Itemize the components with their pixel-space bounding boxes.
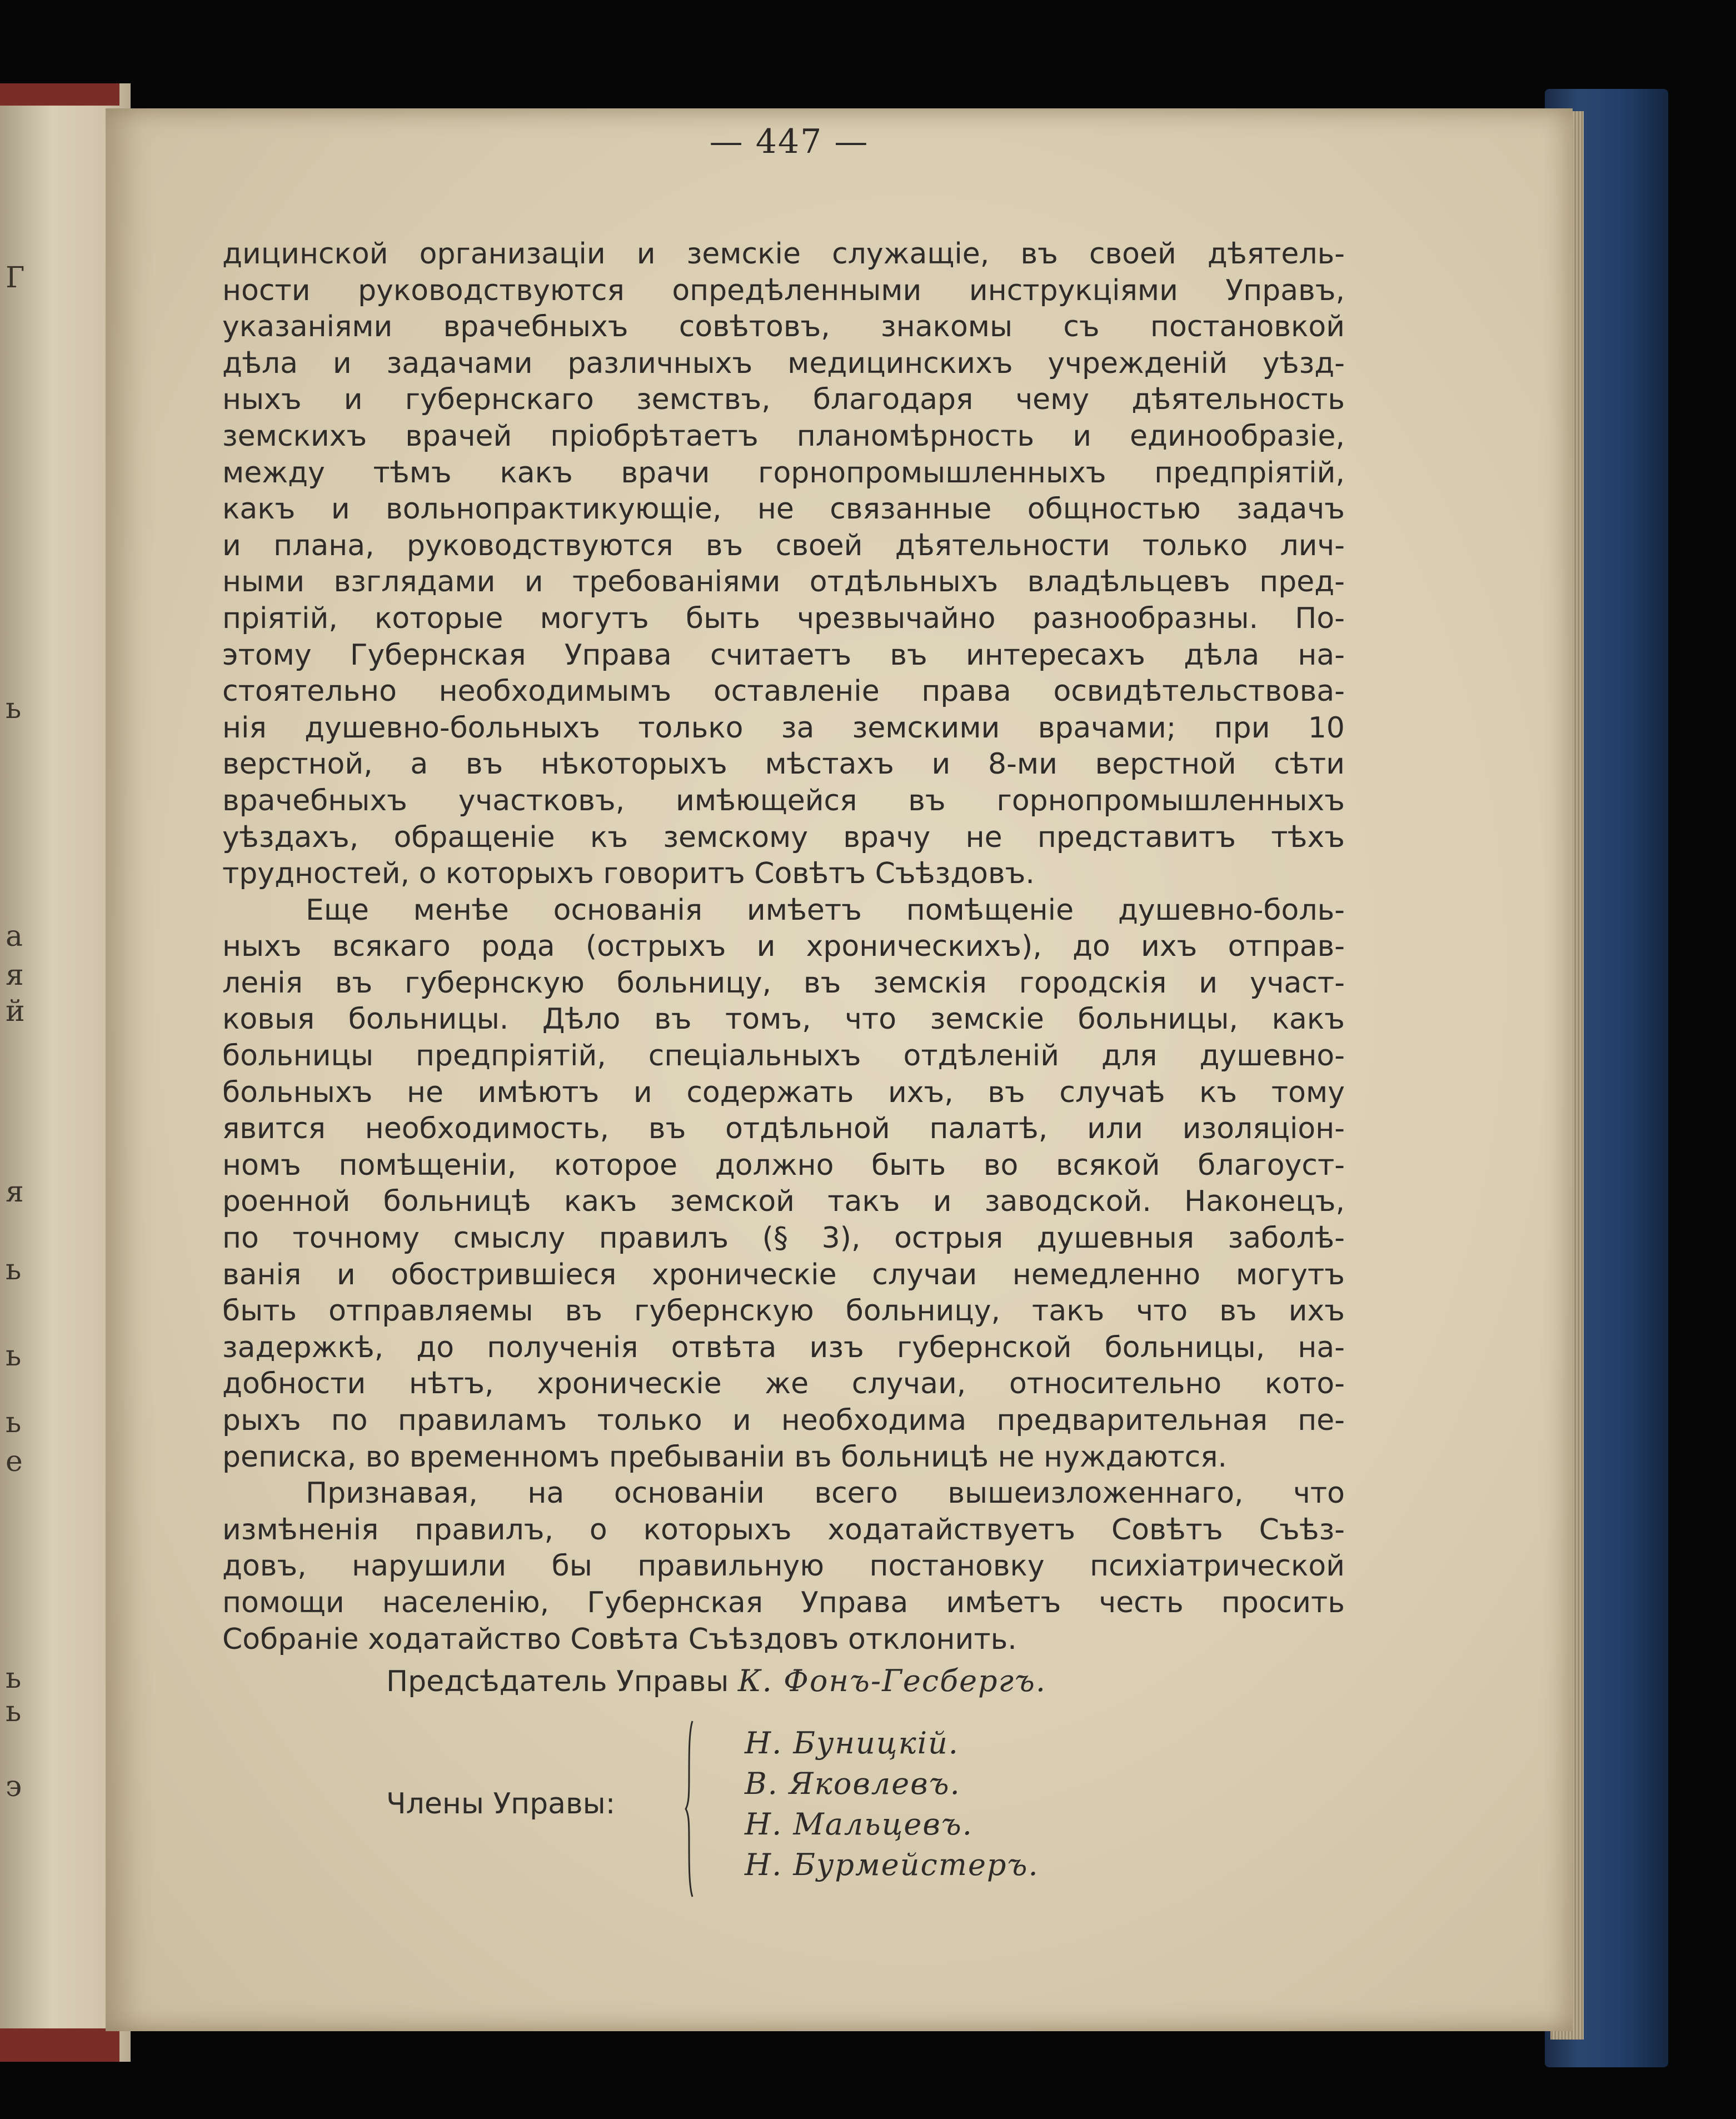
text-line: больницы предпрiятiй, спецiальныхъ отдѣленiй для душевно- <box>222 1039 1345 1073</box>
members-label: Члены Управы: <box>386 1787 616 1821</box>
text-line: ванiя и обострившiеся хроническiе случаи немедленно могутъ <box>222 1258 1345 1292</box>
text-line: ными взглядами и требованiями отдѣльныхъ владѣльцевъ пред- <box>222 565 1345 599</box>
text-line: быть отправляемы въ губернскую больницу, такъ что въ ихъ <box>222 1294 1345 1328</box>
text-line: указанiями врачебныхъ совѣтовъ, знакомы съ постановкой <box>222 310 1345 344</box>
text-line: номъ помѣщенiи, которое должно быть во всякой благоуст- <box>222 1148 1345 1182</box>
text-line: помощи населенiю, Губернская Управа имѣетъ честь просить <box>222 1585 1345 1619</box>
text-line: дицинской организацiи и земскiе служащiе, въ своей дѣятель- <box>222 237 1345 271</box>
facing-page-letter: ь <box>6 1253 22 1287</box>
text-line: ныхъ и губернскаго земствъ, благодаря чему дѣятельность <box>222 383 1345 417</box>
member-name: Н. Буницкiй. <box>745 1726 959 1761</box>
facing-page-letter: ь <box>6 1662 22 1695</box>
text-line: задержкѣ, до полученiя отвѣта изъ губернской больницы, на- <box>222 1330 1345 1364</box>
text-line: Еще менѣе основанiя имѣетъ помѣщенiе душевно-боль- <box>306 893 1345 927</box>
text-line: врачебныхъ участковъ, имѣющейся въ горнопромышленныхъ <box>222 784 1345 817</box>
text-line: добности нѣтъ, хроническiе же случаи, относительно кото- <box>222 1367 1345 1401</box>
page-number: — 447 — <box>709 122 869 161</box>
text-line: и плана, руководствуются въ своей дѣятельности только лич- <box>222 528 1345 562</box>
text-line: нiя душевно-больныхъ только за земскими врачами; при 10 <box>222 711 1345 745</box>
text-line: дѣла и задачами различныхъ медицинскихъ учрежденiй уѣзд- <box>222 346 1345 380</box>
text-line: роенной больницѣ какъ земской такъ и заводской. Наконецъ, <box>222 1185 1345 1219</box>
facing-page-letter: я <box>6 959 24 992</box>
text-line: между тѣмъ какъ врачи горнопромышленныхъ предпрiятiй, <box>222 456 1345 490</box>
chairman-title: Предсѣдатель Управы <box>386 1665 729 1698</box>
member-name: Н. Бурмейстеръ. <box>745 1847 1039 1882</box>
text-line: этому Губернская Управа считаетъ въ интересахъ дѣла на- <box>222 638 1345 672</box>
facing-page-letter: а <box>6 920 23 953</box>
facing-page-letter: ь <box>6 1406 22 1439</box>
text-line: стоятельно необходимымъ оставленiе права освидѣтельствова- <box>222 675 1345 709</box>
text-line: измѣненiя правилъ, о которыхъ ходатайствуетъ Совѣтъ Съѣз- <box>222 1513 1345 1547</box>
members-brace <box>684 1720 696 1898</box>
text-line: довъ, нарушили бы правильную постановку психiатрической <box>222 1549 1345 1583</box>
text-line: явится необходимость, въ отдѣльной палатѣ, или изоляцiон- <box>222 1112 1345 1146</box>
chairman-signature <box>386 1663 1046 1698</box>
binding-bottom <box>0 2028 119 2062</box>
text-line: какъ и вольнопрактикующiе, не связанные общностью задачъ <box>222 492 1345 526</box>
text-line: земскихъ врачей прiобрѣтаетъ планомѣрность и единообразiе, <box>222 419 1345 453</box>
facing-page-letter: е <box>6 1445 23 1478</box>
facing-page-letter: ь <box>6 692 22 725</box>
facing-page-letter: ь <box>6 1339 22 1373</box>
member-name: В. Яковлевъ. <box>745 1766 961 1801</box>
binding-top <box>0 83 119 106</box>
facing-page-letter: ь <box>6 1695 22 1728</box>
text-line: ковыя больницы. Дѣло въ томъ, что земскiе больницы, какъ <box>222 1003 1345 1036</box>
text-line: Собранiе ходатайство Совѣта Съѣздовъ отклонить. <box>222 1622 1017 1656</box>
facing-page-letter: Г <box>6 261 25 295</box>
text-line: трудностей, о которыхъ говоритъ Совѣтъ Съѣздовъ. <box>222 857 1035 891</box>
facing-page-letter: э <box>6 1770 22 1803</box>
facing-page-letter: я <box>6 1175 24 1209</box>
text-line: рыхъ по правиламъ только и необходима предварительная пе- <box>222 1404 1345 1437</box>
text-line: ности руководствуются опредѣленными инструкцiями Управъ, <box>222 273 1345 307</box>
member-name: Н. Мальцевъ. <box>745 1807 973 1842</box>
facing-page-letter: й <box>6 995 25 1028</box>
text-line: верстной, а въ нѣкоторыхъ мѣстахъ и 8-ми верстной сѣти <box>222 747 1345 781</box>
text-line: прiятiй, которые могутъ быть чрезвычайно разнообразны. По- <box>222 601 1345 635</box>
text-line: больныхъ не имѣютъ и содержать ихъ, въ случаѣ къ тому <box>222 1075 1345 1109</box>
text-line: ныхъ всякаго рода (острыхъ и хроническихъ), до ихъ отправ- <box>222 930 1345 964</box>
text-line: по точному смыслу правилъ (§ 3), острыя душевныя заболѣ- <box>222 1221 1345 1255</box>
text-line: Признавая, на основанiи всего вышеизложеннаго, что <box>306 1477 1345 1510</box>
members-list <box>745 1723 1189 1885</box>
text-line: реписка, во временномъ пребыванiи въ больницѣ не нуждаются. <box>222 1440 1228 1474</box>
body-text <box>222 236 1345 1658</box>
text-line: уѣздахъ, обращенiе къ земскому врачу не представитъ тѣхъ <box>222 820 1345 854</box>
text-line: ленiя въ губернскую больницу, въ земскiя городскiя и участ- <box>222 966 1345 1000</box>
chairman-name: К. Фонъ-Гесбергъ. <box>737 1663 1047 1698</box>
